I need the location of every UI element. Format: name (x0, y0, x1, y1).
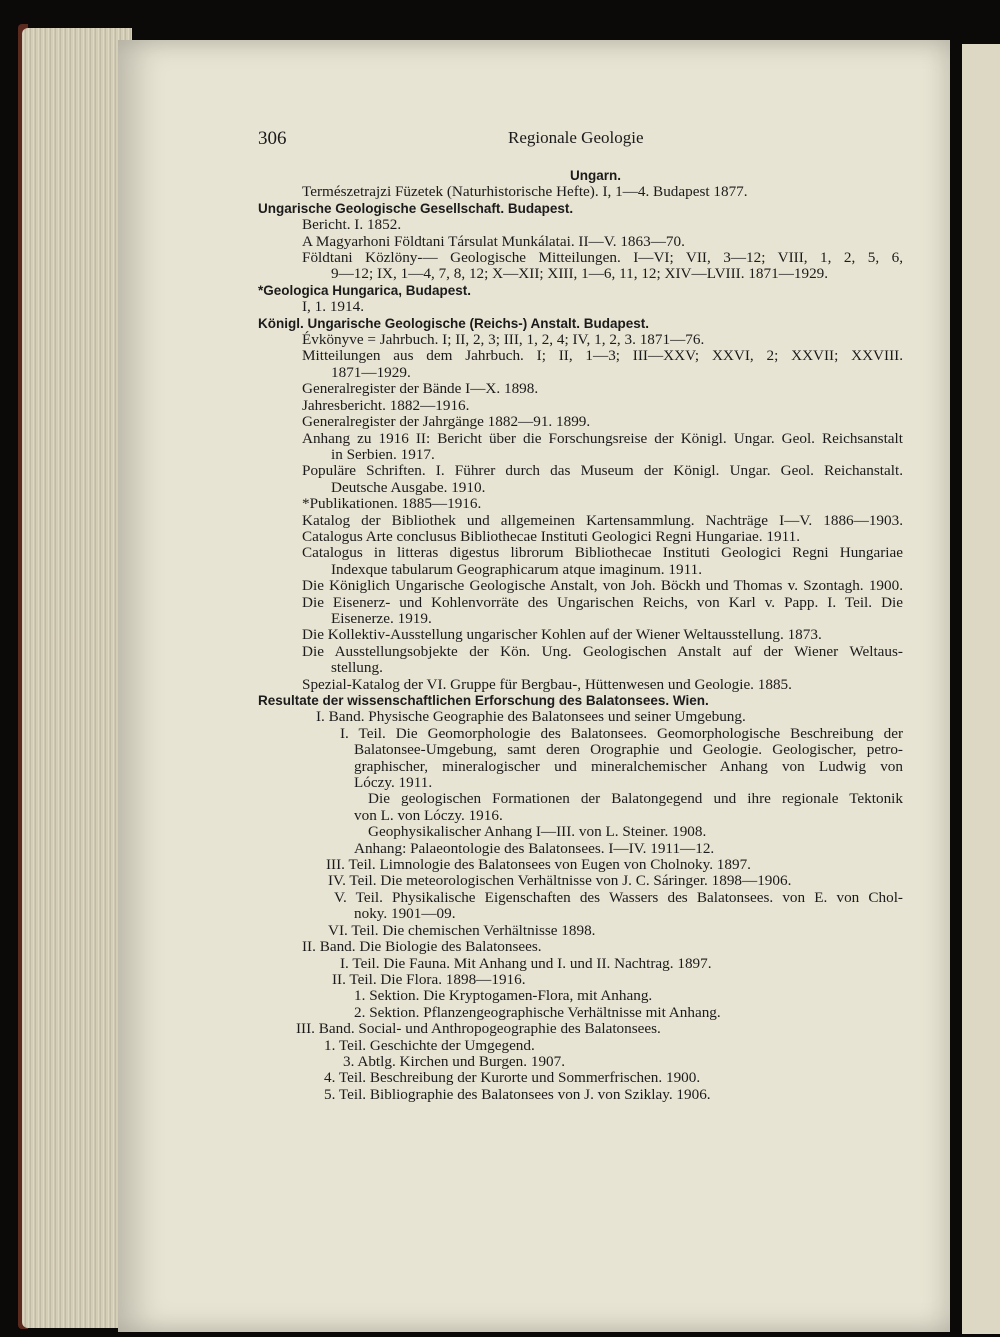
bibliography-entry-line: in Serbien. 1917. (331, 445, 435, 463)
bibliography-entry-line: Populäre Schriften. I. Führer durch das Museum der Königl. Ungar. Geol. Reichanstalt. (302, 462, 903, 480)
bibliography-entry-line: 1. Teil. Geschichte der Umgegend. (324, 1036, 535, 1054)
bibliography-entry-line: Lóczy. 1911. (354, 774, 433, 792)
bibliography-entry-line: III. Teil. Limnologie des Balatonsees von Eugen von Cholnoky. 1897. (326, 856, 751, 874)
bibliography-entry-line: Földtani Közlöny-— Geologische Mitteilungen. I—VI; VII, 3—12; VIII, 1, 2, 5, 6, (302, 249, 903, 267)
section-heading: Königl. Ungarische Geologische (Reichs-) Anstalt. Budapest. (258, 315, 650, 331)
bibliography-entry-line: Catalogus in litteras digestus librorum Bibliothecae Instituti Geologici Regni Hungariae (302, 544, 903, 562)
bibliography-entry-line: stellung. (331, 659, 383, 677)
page-header (258, 128, 858, 154)
section-heading: Resultate der wissenschaftlichen Erforschung des Balatonsees. Wien. (258, 693, 709, 708)
bibliography-entry-line: noky. 1901—09. (354, 905, 456, 923)
bibliography-entry-line: I, 1. 1914. (302, 298, 365, 316)
bibliography-entry-line: Katalog der Bibliothek und allgemeinen Kartensammlung. Nachträge I—V. 1886—1903. (302, 511, 903, 529)
bibliography-entry-line: Die Eisenerz- und Kohlenvorräte des Ungarischen Reichs, von Karl v. Papp. I. Teil. Die (302, 593, 903, 611)
bibliography-entry-line: VI. Teil. Die chemischen Verhältnisse 1898. (328, 921, 596, 939)
bibliography-list (258, 168, 903, 1103)
bibliography-entry-line: 3. Abtlg. Kirchen und Burgen. 1907. (343, 1052, 566, 1070)
bibliography-entry-line: Évkönyve = Jahrbuch. I; II, 2, 3; III, 1, 2, 4; IV, 1, 2, 3. 1871—76. (302, 331, 705, 349)
bibliography-entry-line: Anhang: Palaeontologie des Balatonsees. I—IV. 1911—12. (354, 839, 715, 857)
bibliography-entry-line: Die Königlich Ungarische Geologische Anstalt, von Joh. Böckh und Thomas v. Szontagh. 1900. (302, 577, 903, 595)
bibliography-entry-line: Indexque tabularum Geographicarum atque imaginum. 1911. (331, 560, 702, 578)
bibliography-entry-line: 4. Teil. Beschreibung der Kurorte und Sommerfrischen. 1900. (324, 1069, 701, 1087)
bibliography-entry-line: I. Teil. Die Fauna. Mit Anhang und I. und II. Nachtrag. 1897. (340, 954, 712, 972)
bibliography-entry-line: Eisenerze. 1919. (331, 609, 432, 627)
entry-lines (258, 184, 903, 1103)
bibliography-entry-line: IV. Teil. Die meteorologischen Verhältnisse von J. C. Sáringer. 1898—1906. (328, 872, 792, 890)
bibliography-entry-line: 2. Sektion. Pflanzengeographische Verhältnisse mit Anhang. (354, 1003, 721, 1021)
bibliography-entry-line: 1. Sektion. Die Kryptogamen-Flora, mit Anhang. (354, 987, 653, 1005)
bibliography-entry-line: Die Kollektiv-Ausstellung ungarischer Kohlen auf der Wiener Weltausstellung. 1873. (302, 626, 822, 644)
bibliography-entry-line: Catalogus Arte conclusus Bibliothecae Instituti Geologici Regni Hungariae. 1911. (302, 527, 800, 545)
bibliography-entry-line: Die geologischen Formationen der Balatongegend und ihre regionale Tektonik (368, 790, 903, 808)
facing-page-edge (962, 44, 1000, 1334)
bibliography-entry-line: I. Teil. Die Geomorphologie des Balatonsees. Geomorphologische Beschreibung der (340, 724, 903, 742)
bibliography-entry-line: graphischer, mineralogischer und mineralchemischer Anhang von Ludwig von (354, 757, 903, 775)
bibliography-entry-line: V. Teil. Physikalische Eigenschaften des Wassers des Balatonsees. von E. von Chol- (334, 888, 903, 906)
bibliography-entry-line: Spezial-Katalog der VI. Gruppe für Bergbau-, Hüttenwesen und Geologie. 1885. (302, 675, 792, 693)
bibliography-entry-line: Generalregister der Bände I—X. 1898. (302, 380, 539, 398)
bibliography-entry-line: *Publikationen. 1885—1916. (302, 495, 482, 513)
bibliography-entry-line: II. Band. Die Biologie des Balatonsees. (302, 938, 542, 956)
bibliography-entry-line: Deutsche Ausgabe. 1910. (331, 478, 486, 496)
bibliography-entry-line: Geophysikalischer Anhang I—III. von L. Steiner. 1908. (368, 823, 707, 841)
page-number: 306 (258, 128, 287, 149)
bibliography-entry-line: Balatonsee-Umgebung, samt deren Orographie und Geologie. Geologischer, petro- (354, 741, 903, 759)
bibliography-entry-line: Mitteilungen aus dem Jahrbuch. I; II, 1—3; III—XXV; XXVI, 2; XXVII; XXVIII. (302, 347, 903, 365)
bibliography-entry-line: II. Teil. Die Flora. 1898—1916. (332, 970, 526, 988)
bibliography-entry-line: 5. Teil. Bibliographie des Balatonsees von J. von Sziklay. 1906. (324, 1085, 711, 1103)
bibliography-entry-line: Bericht. I. 1852. (302, 216, 402, 234)
bibliography-entry-line: von L. von Lóczy. 1916. (354, 806, 503, 824)
running-title: Regionale Geologie (508, 128, 644, 147)
bibliography-entry-line: 1871—1929. (331, 363, 411, 381)
section-title: Ungarn. (569, 168, 621, 183)
bibliography-entry-line: Generalregister der Jahrgänge 1882—91. 1899. (302, 413, 591, 431)
section-heading: *Geologica Hungarica, Budapest. (258, 282, 472, 298)
page-stack-edge (22, 28, 132, 1328)
bibliography-entry-line: 9—12; IX, 1—4, 7, 8, 12; X—XII; XIII, 1—6, 11, 12; XIV—LVIII. 1871—1929. (331, 265, 829, 283)
bibliography-entry-line: A Magyarhoni Földtani Társulat Munkálatai. II—V. 1863—70. (302, 232, 685, 250)
bibliography-entry-line: I. Band. Physische Geographie des Balatonsees und seiner Umgebung. (316, 708, 746, 726)
bibliography-entry-line: Jahresbericht. 1882—1916. (302, 396, 470, 414)
bibliography-entry-line: Die Ausstellungsobjekte der Kön. Ung. Geologischen Anstalt auf der Wiener Weltaus- (302, 642, 903, 660)
bibliography-entry-line: III. Band. Social- und Anthropogeographie des Balatonsees. (296, 1020, 661, 1038)
section-heading: Ungarische Geologische Gesellschaft. Budapest. (258, 200, 574, 216)
bibliography-entry-line: Természetrajzi Füzetek (Naturhistorische Hefte). I, 1—4. Budapest 1877. (302, 183, 748, 201)
bibliography-entry-line: Anhang zu 1916 II: Bericht über die Forschungsreise der Königl. Ungar. Geol. Reichsanstalt (302, 429, 903, 447)
